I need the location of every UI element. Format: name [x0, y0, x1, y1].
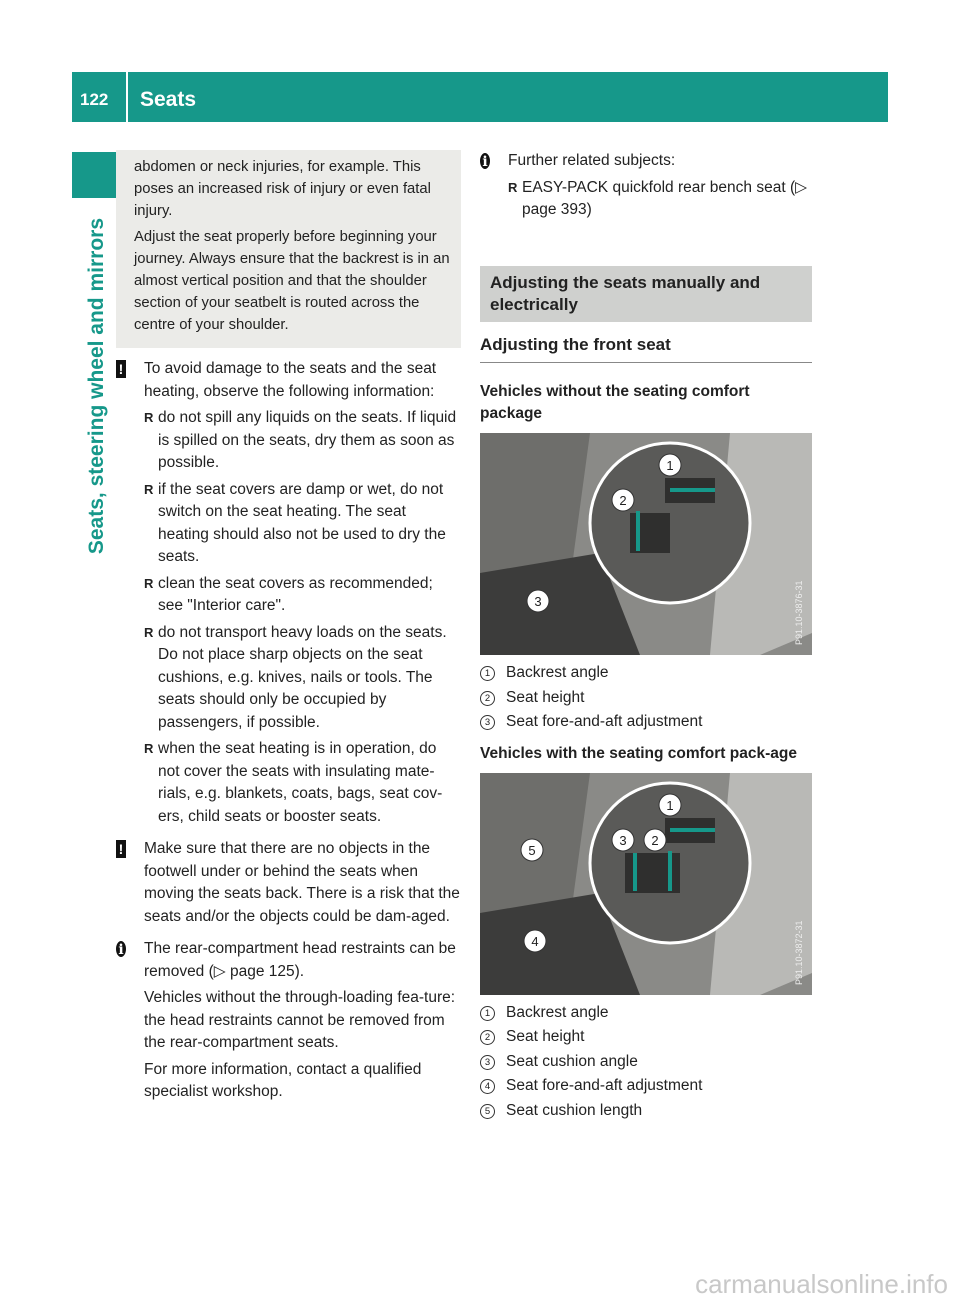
- legend-item: 5 Seat cushion length: [480, 1099, 812, 1124]
- info-text: Vehicles without the through-loading fea-ture: the head restraints cannot be removed from the rear-compartment seats.: [144, 989, 456, 1051]
- subsection-heading: Adjusting the front seat: [480, 334, 812, 364]
- list-item: R when the seat heating is in operation, do not cover the seats with insulating mate-rials, e.g. blankets, coats, bags, seat cov-ers, child seats or booster seats.: [144, 738, 461, 828]
- notice-bullet-list: [144, 407, 461, 828]
- svg-text:2: 2: [619, 493, 627, 508]
- info-text: The rear-compartment head restraints can be removed (▷ page 125).: [144, 940, 456, 980]
- notice-text: Make sure that there are no objects in the footwell under or behind the seats when moving the seats back. There is a risk that the seats and/or the objects could be dam-aged.: [144, 840, 460, 925]
- legend-item: 2 Seat height: [480, 1025, 812, 1050]
- related-list: [508, 177, 812, 222]
- info-icon-wrap: [116, 938, 144, 1108]
- legend-item: 2 Seat height: [480, 686, 812, 711]
- chapter-tab: [72, 210, 122, 770]
- related-link[interactable]: R EASY-PACK quickfold rear bench seat (▷ page 393): [508, 177, 812, 222]
- info-icon: i: [116, 941, 126, 957]
- svg-text:1: 1: [666, 458, 674, 473]
- info-head-restraints: [116, 938, 461, 1108]
- variant-title: Vehicles without the seating comfort package: [480, 383, 750, 422]
- chapter-tab-marker: [72, 152, 122, 198]
- section-title: Seats: [140, 88, 197, 111]
- exclamation-icon: !: [116, 358, 144, 832]
- svg-text:3: 3: [534, 594, 542, 609]
- notice-seat-heating: [116, 358, 461, 832]
- page-number: 122: [80, 90, 109, 109]
- legend-item: 3 Seat fore-and-aft adjustment: [480, 710, 812, 735]
- svg-text:1: 1: [666, 797, 674, 813]
- info-icon-wrap: [480, 150, 508, 226]
- info-related-subjects: [480, 150, 812, 226]
- figure-legend: [480, 1001, 812, 1124]
- chapter-title: Seats, steering wheel and mirrors: [85, 218, 108, 555]
- right-column: [480, 150, 812, 1123]
- svg-text:P91.10-3872-31: P91.10-3872-31: [794, 919, 804, 985]
- seat-controls-illustration: [480, 433, 812, 655]
- seat-controls-illustration: [480, 773, 812, 995]
- list-item: R do not spill any liquids on the seats. If liquid is spilled on the seats, dry them as soon as possible.: [144, 407, 461, 475]
- warning-continuation-box: [116, 150, 461, 348]
- notice-footwell: [116, 838, 461, 932]
- seat-controls-figure: [480, 433, 812, 655]
- warning-paragraph: Adjust the seat properly before beginning your journey. Always ensure that the backrest is in an almost vertical position and that the shoulder section of your seatbelt is routed across the centre of your shoulder.: [134, 229, 450, 333]
- section-heading: Adjusting the seats manually and electrically: [480, 266, 812, 322]
- list-item: R if the seat covers are damp or wet, do not switch on the seat heating. The seat heating should also not be used to dry the seats.: [144, 479, 461, 569]
- exclamation-icon: !: [116, 838, 144, 932]
- svg-text:2: 2: [651, 832, 659, 848]
- header-divider: [126, 72, 128, 122]
- legend-item: 4 Seat fore-and-aft adjustment: [480, 1074, 812, 1099]
- warning-paragraph: abdomen or neck injuries, for example. This poses an increased risk of injury or even fatal injury.: [134, 159, 431, 219]
- notice-text: To avoid damage to the seats and the seat heating, observe the following information:: [144, 360, 437, 400]
- legend-item: 1 Backrest angle: [480, 661, 812, 686]
- info-icon: i: [480, 153, 490, 169]
- figure-legend: [480, 661, 812, 735]
- seat-controls-figure: [480, 773, 812, 995]
- left-column: [116, 150, 461, 1108]
- watermark: carmanualsonline.info: [695, 1269, 948, 1299]
- svg-text:3: 3: [619, 832, 627, 848]
- svg-text:4: 4: [531, 933, 539, 949]
- legend-item: 1 Backrest angle: [480, 1001, 812, 1026]
- list-item: R do not transport heavy loads on the seats. Do not place sharp objects on the seat cushions, e.g. knives, nails or tools. The seats should only be occupied by passengers, if possible.: [144, 622, 461, 735]
- list-item: R clean the seat covers as recommended; see "Interior care".: [144, 573, 461, 618]
- variant-title: Vehicles with the seating comfort pack-age: [480, 744, 797, 762]
- info-text: For more information, contact a qualified specialist workshop.: [144, 1060, 422, 1100]
- legend-item: 3 Seat cushion angle: [480, 1050, 812, 1075]
- svg-text:P91.10-3876-31: P91.10-3876-31: [794, 580, 804, 645]
- svg-text:5: 5: [528, 842, 536, 858]
- info-title: Further related subjects:: [508, 152, 676, 169]
